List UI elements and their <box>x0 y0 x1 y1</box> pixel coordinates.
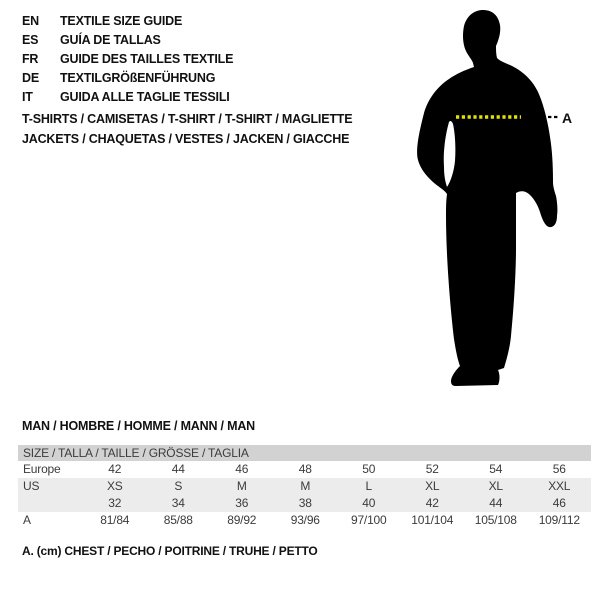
man-silhouette-figure <box>400 0 600 400</box>
language-title: TEXTILE SIZE GUIDE <box>60 14 183 28</box>
table-cell: 42 <box>108 462 122 476</box>
language-code: DE <box>22 71 39 85</box>
table-cell: 40 <box>362 496 376 510</box>
table-cell: 56 <box>552 462 566 476</box>
table-cell: 46 <box>235 462 249 476</box>
list-item <box>22 50 233 69</box>
row-label <box>18 495 83 512</box>
table-cell: 42 <box>425 496 439 510</box>
table-cell: 46 <box>552 496 566 510</box>
table-row-us <box>18 478 591 495</box>
table-cell: 85/88 <box>163 513 193 527</box>
table-row-europe <box>18 461 591 478</box>
language-title: GUIDE DES TAILLES TEXTILE <box>60 52 234 66</box>
table-cell: 93/96 <box>290 513 320 527</box>
language-code: EN <box>22 14 39 28</box>
table-cell: 36 <box>235 496 249 510</box>
category-tshirts: T-SHIRTS / CAMISETAS / T-SHIRT / T-SHIRT / MAGLIETTE <box>22 112 353 126</box>
size-table <box>18 445 591 529</box>
table-row-chest <box>18 512 591 529</box>
table-cell: 97/100 <box>350 513 387 527</box>
table-cell: 109/112 <box>538 513 580 527</box>
section-title-man: MAN / HOMBRE / HOMME / MANN / MAN <box>22 419 255 433</box>
language-code: IT <box>22 90 33 104</box>
size-table-header: SIZE / TALLA / TAILLE / GRÖSSE / TAGLIA <box>18 445 591 461</box>
table-cell: 81/84 <box>100 513 130 527</box>
table-cell: 52 <box>425 462 439 476</box>
garment-categories <box>22 110 352 149</box>
table-cell: M <box>236 479 247 493</box>
table-cell: L <box>365 479 372 493</box>
table-cell: M <box>300 479 311 493</box>
table-cell: 34 <box>171 496 185 510</box>
table-cell: XXL <box>548 479 571 493</box>
table-cell: XL <box>488 479 503 493</box>
table-cell: 32 <box>108 496 122 510</box>
table-cell: 48 <box>298 462 312 476</box>
language-code: ES <box>22 33 39 47</box>
list-item <box>22 88 233 107</box>
man-silhouette <box>417 10 557 386</box>
table-cell: 38 <box>298 496 312 510</box>
table-cell: 54 <box>489 462 503 476</box>
table-cell: XL <box>425 479 440 493</box>
row-label: US <box>23 479 40 493</box>
language-title: TEXTILGRÖßENFÜHRUNG <box>60 71 216 85</box>
table-cell: XS <box>106 479 123 493</box>
language-guide-list <box>22 12 233 107</box>
category-jackets: JACKETS / CHAQUETAS / VESTES / JACKEN / GIACCHE <box>22 131 350 146</box>
list-item <box>22 12 233 31</box>
language-title: GUIDA ALLE TAGLIE TESSILI <box>60 90 230 104</box>
list-item <box>22 69 233 88</box>
measure-label-a: A <box>562 110 573 126</box>
table-cell: 50 <box>362 462 376 476</box>
table-cell: 101/104 <box>411 513 454 527</box>
list-item <box>22 31 233 50</box>
measurement-footnote: A. (cm) CHEST / PECHO / POITRINE / TRUHE / PETTO <box>22 544 318 558</box>
row-label: Europe <box>23 462 61 476</box>
table-cell: S <box>174 479 183 493</box>
language-code: FR <box>22 52 39 66</box>
row-label: A <box>23 513 31 527</box>
table-cell: 44 <box>171 462 185 476</box>
language-title: GUÍA DE TALLAS <box>60 33 161 47</box>
table-row-uk <box>18 495 591 512</box>
table-cell: 44 <box>489 496 503 510</box>
table-cell: 105/108 <box>474 513 517 527</box>
table-cell: 89/92 <box>227 513 257 527</box>
